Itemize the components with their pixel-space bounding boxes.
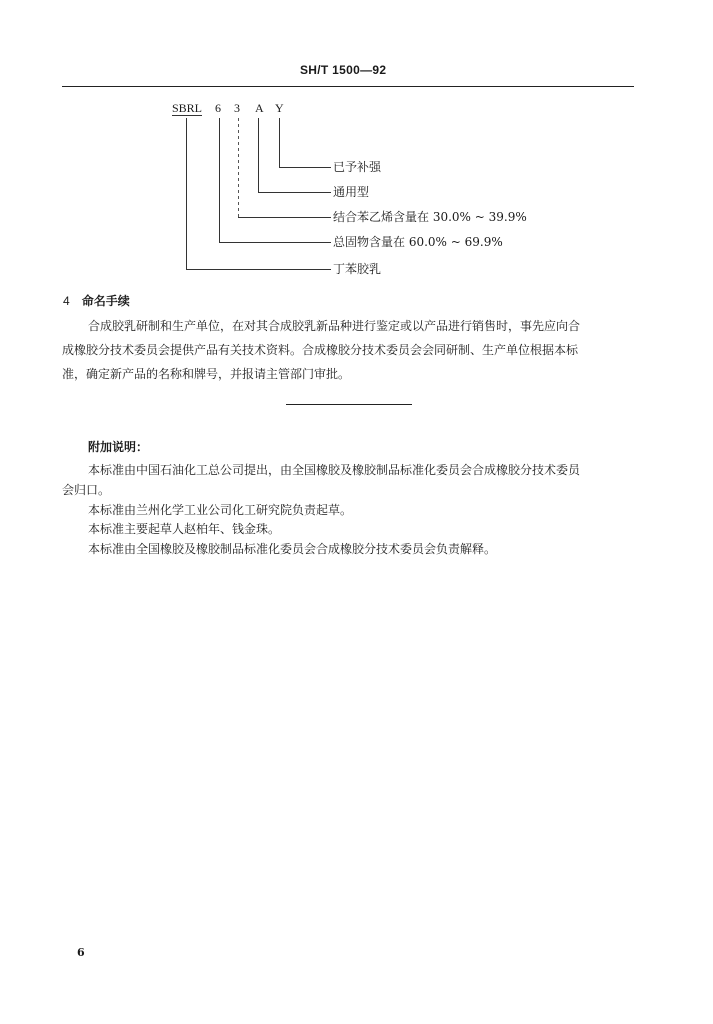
document-id: SH/T 1500—92 — [300, 63, 387, 77]
appendix-line-4: 本标准主要起草人赵柏年、钱金珠。 — [88, 522, 281, 536]
leader-line-sbrl — [186, 269, 331, 270]
section-heading — [63, 292, 130, 309]
label-reinforced: 已予补强 — [333, 160, 382, 174]
label-total-solids: 总固物含量在 60.0% ~ 69.9% — [333, 235, 503, 249]
code-part-sbrl: SBRL — [172, 101, 203, 115]
leader-y — [279, 118, 280, 168]
leader-line-6 — [219, 242, 331, 243]
section-divider — [286, 404, 412, 405]
code-part-3: 3 — [234, 101, 240, 115]
leader-a — [258, 118, 259, 193]
section-paragraph-line-1: 合成胶乳研制和生产单位，在对其合成胶乳新品种进行鉴定或以产品进行销售时，事先应向合 — [88, 319, 581, 333]
label-general-purpose: 通用型 — [333, 185, 370, 199]
leader-line-y — [279, 167, 331, 168]
section-paragraph-line-2: 成橡胶分技术委员会提供产品有关技术资料。合成橡胶分技术委员会会同研制、生产单位根据本标 — [62, 343, 579, 357]
section-title: 命名手续 — [81, 294, 130, 308]
leader-line-a — [258, 192, 331, 193]
appendix-line-2: 会归口。 — [62, 483, 111, 497]
designation-diagram — [0, 0, 713, 290]
code-part-a: A — [255, 101, 264, 115]
code-part-y: Y — [275, 101, 284, 115]
section-number: 4 — [63, 294, 70, 308]
appendix-line-3: 本标准由兰州化学工业公司化工研究院负责起草。 — [88, 503, 353, 517]
appendix-line-1: 本标准由中国石油化工总公司提出，由全国橡胶及橡胶制品标准化委员会合成橡胶分技术委员 — [88, 463, 581, 477]
appendix-heading: 附加说明： — [88, 440, 149, 454]
leader-3 — [238, 118, 239, 218]
leader-6 — [219, 118, 220, 243]
code-part-6: 6 — [215, 101, 221, 115]
page-number: 6 — [77, 946, 85, 959]
code-underline — [172, 115, 202, 116]
label-styrene-content: 结合苯乙烯含量在 30.0% ~ 39.9% — [333, 210, 527, 224]
leader-sbrl — [186, 118, 187, 270]
section-paragraph-line-3: 准，确定新产品的名称和牌号，并报请主管部门审批。 — [62, 367, 351, 381]
appendix-line-5: 本标准由全国橡胶及橡胶制品标准化委员会合成橡胶分技术委员会负责解释。 — [88, 542, 497, 556]
label-sbr-latex: 丁苯胶乳 — [333, 262, 382, 276]
leader-line-3 — [238, 217, 331, 218]
